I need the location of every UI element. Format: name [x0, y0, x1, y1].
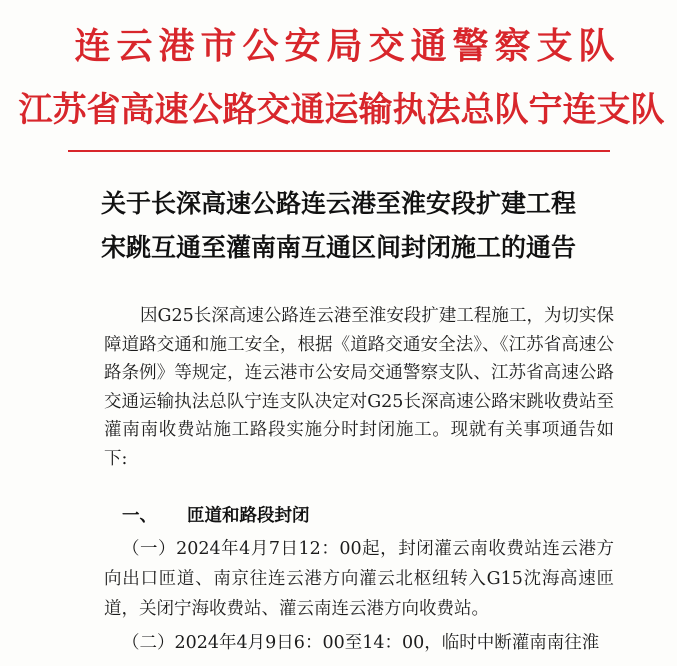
- section-item: （二）2024年4月9日6：00至14：00，临时中断灌南南往淮: [122, 633, 600, 653]
- notice-intro-paragraph: 因G25长深高速公路连云港至淮安段扩建工程施工，为切实保障道路交通和施工安全，根据《道路交通安全法》、《江苏省高速公路条例》等规定，连云港市公安局交通警察支队、江苏省高速公路交通运输执法总队宁连支队决定对G25长深高速公路宋跳收费站至灌南南收费站施工路段实施分时封闭施工。现就有关事项通告如下:: [104, 306, 614, 469]
- issuer-line-traffic-police: 连云港市公安局交通警察支队: [74, 25, 621, 67]
- section-heading: [104, 502, 310, 527]
- issuer-line-highway-enforcement: 江苏省高速公路交通运输执法总队宁连支队: [18, 90, 665, 130]
- notice-title-line-1: 关于长深高速公路连云港至淮安段扩建工程: [100, 189, 576, 218]
- section-number: 一、: [122, 506, 157, 526]
- section-heading-text: 匝道和路段封闭: [187, 506, 310, 526]
- section-item: （一）2024年4月7日12：00起，封闭灌云南收费站连云港方向出口匝道、南京往连云港方向灌云北枢纽转入G15沈海高速匝道，关闭宁海收费站、灌云南连云港方向收费站。: [104, 539, 614, 619]
- header-divider: [68, 150, 610, 152]
- notice-title-line-2: 宋跳互通至灌南南互通区间封闭施工的通告: [100, 233, 576, 262]
